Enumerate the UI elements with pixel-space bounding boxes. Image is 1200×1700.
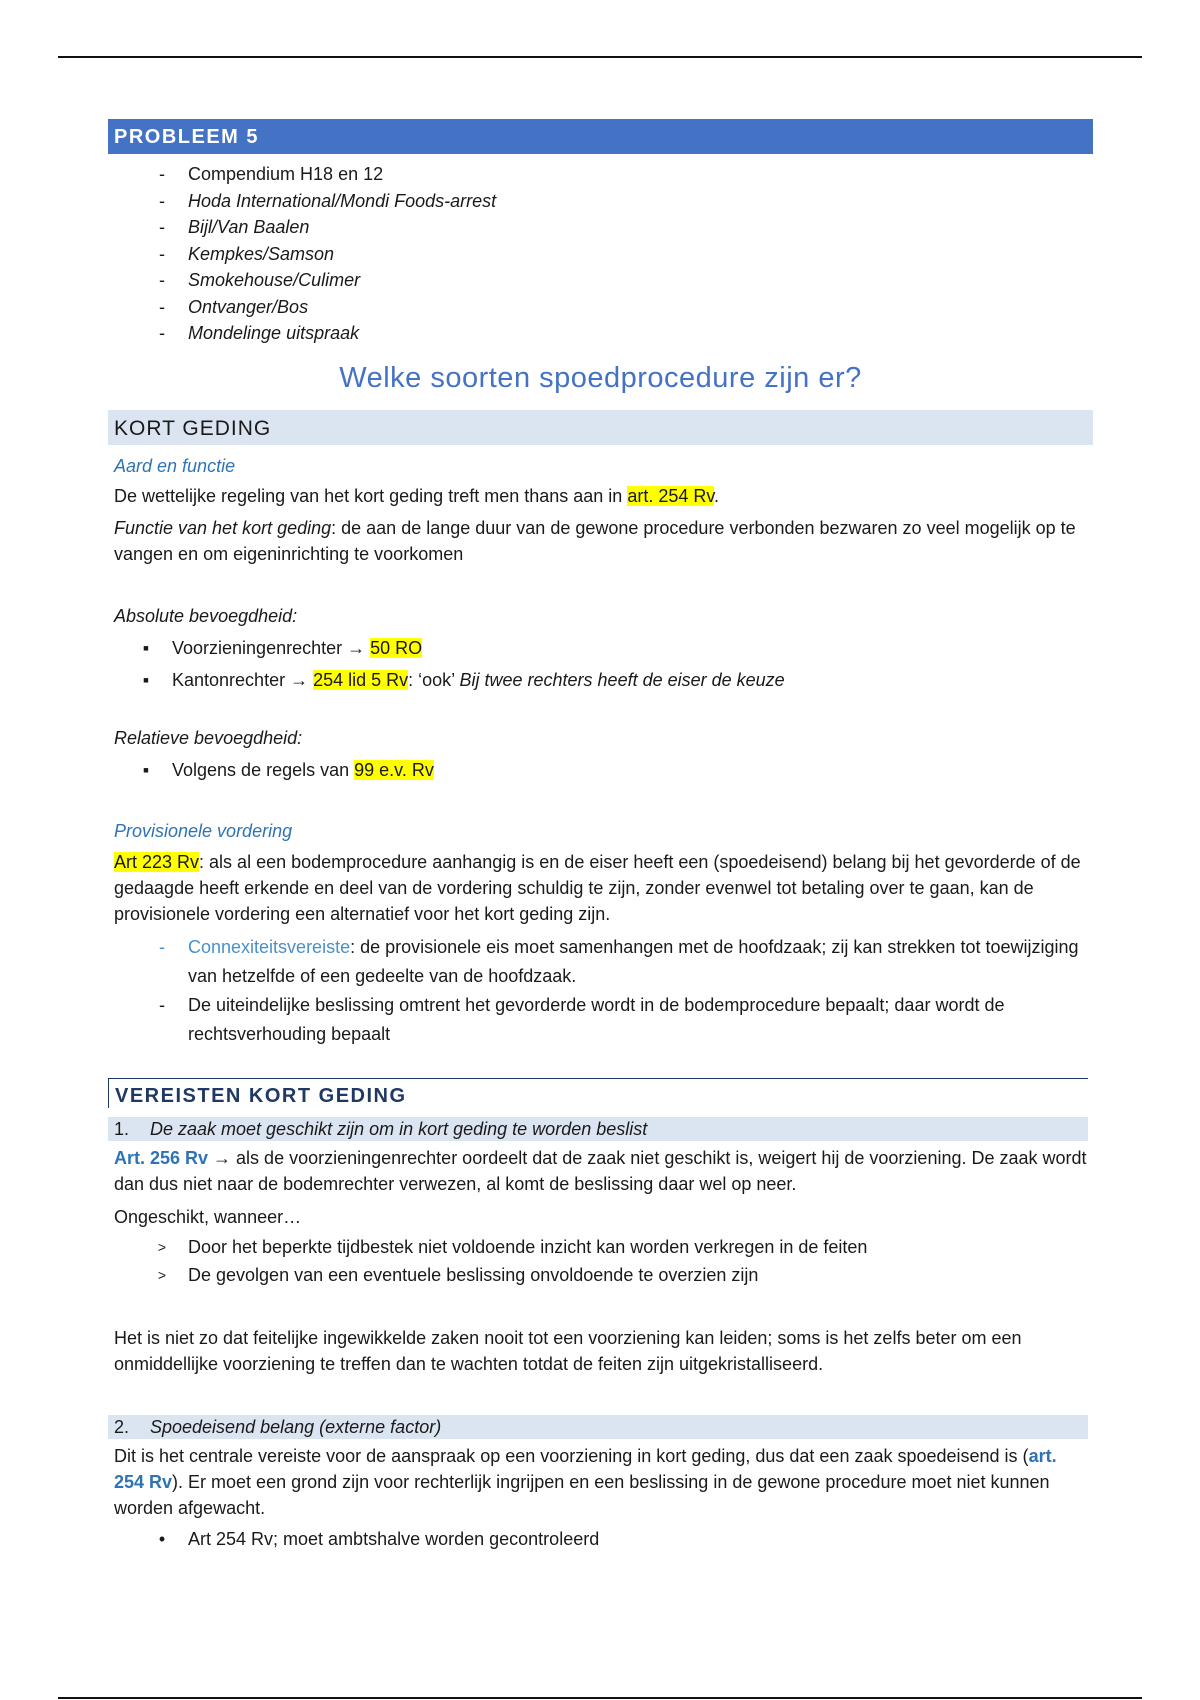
article-highlight: art. 254 Rv [627,486,715,506]
list-item: - Kempkes/Samson [152,241,496,268]
article-reference: art. 254 Rv [114,1446,1057,1492]
list-item: ▪ Voorzieningenrechter → 50 RO [136,632,785,664]
aard-subheading: Aard en functie [114,456,236,476]
list-item: - Bijl/Van Baalen [152,214,496,241]
dash-marker: - [159,995,165,1015]
dash-marker: - [159,164,165,184]
bullet-marker: • [158,1529,166,1549]
list-item: - Compendium H18 en 12 [152,161,496,188]
dash-marker: - [159,296,165,317]
square-bullet: ▪ [142,638,150,658]
square-bullet: ▪ [142,670,150,690]
list-item: - Hoda International/Mondi Foods-arrest [152,188,496,215]
list-item: - Ontvanger/Bos [152,294,496,321]
list-item: - Connexiteitsvereiste: de provisionele eis moet samenhangen met de hoofdzaak; zij kan strekken tot toewijziging van hetzelfde of een gedeelte van de hoofdzaak. [152,933,1098,991]
question-title: Welke soorten spoedprocedure zijn er? [339,362,862,394]
dash-marker: - [159,217,165,237]
req1-paragraph-1: Art. 256 Rv → als de voorzieningenrechter oordeelt dat de zaak niet geschikt is, weigert hij de voorziening. De zaak wordt dan dus niet naar de bodemrechter verwezen, al komt de beslissing daar wel op neer. [114,1148,1087,1194]
list-item: - Smokehouse/Culimer [152,267,496,294]
requirement-2-heading: 2. Spoedeisend belang (externe factor) [108,1415,1088,1439]
term-link[interactable]: Connexiteitsvereiste [188,937,351,957]
req2-list [152,1526,599,1553]
arrow-marker: > [157,1267,167,1283]
vereisten-heading: VEREISTEN KORT GEDING [108,1078,1088,1108]
square-bullet: ▪ [142,760,150,780]
article-highlight: 254 lid 5 Rv [313,670,409,690]
top-rule [58,56,1142,58]
req1-list [152,1233,1098,1289]
list-item: • Art 254 Rv; moet ambtshalve worden gecontroleerd [152,1526,599,1553]
arrow-marker: > [157,1239,167,1255]
article-highlight: 99 e.v. Rv [354,760,434,780]
article-highlight: 50 RO [370,638,423,658]
dash-marker: - [159,323,165,343]
absolute-label: Absolute bevoegdheid: [114,606,298,626]
requirement-1-heading: 1. De zaak moet geschikt zijn om in kort geding te worden beslist [108,1117,1088,1141]
bottom-rule [58,1697,1142,1699]
aard-paragraph-1: De wettelijke regeling van het kort geding treft men thans aan in art. 254 Rv. [114,486,720,506]
list-item: > De gevolgen van een eventuele beslissing onvoldoende te overzien zijn [152,1261,1098,1289]
dash-marker: - [159,190,165,211]
provisionele-subheading: Provisionele vordering [114,821,293,841]
sources-list [152,161,496,347]
list-item: ▪ Kantonrechter → 254 lid 5 Rv: ‘ook’ Bij twee rechters heeft de eiser de keuze [136,664,785,696]
req1-paragraph-2: Ongeschikt, wanneer… [114,1207,302,1227]
relatief-label: Relatieve bevoegdheid: [114,728,303,748]
list-item: - Mondelinge uitspraak [152,320,496,347]
article-reference: Art. 256 Rv [114,1148,209,1168]
dash-marker: - [159,937,165,957]
probleem-heading: PROBLEEM 5 [108,119,1093,154]
absolute-list [136,632,785,696]
req1-paragraph-3: Het is niet zo dat feitelijke ingewikkelde zaken nooit tot een voorziening kan leiden; soms is het zelfs beter om een onmiddellijke voorziening te treffen dan te wachten totdat de feiten zijn uitgekristalliseerd. [114,1328,1022,1374]
provisionele-list [152,933,1098,1049]
article-highlight: Art 223 Rv [114,852,200,872]
dash-marker: - [159,270,165,290]
list-item: - De uiteindelijke beslissing omtrent het gevorderde wordt in de bodemprocedure bepaalt; daar wordt de rechtsverhouding bepaalt [152,991,1098,1049]
kort-geding-heading: KORT GEDING [108,410,1093,445]
req2-paragraph-1: Dit is het centrale vereiste voor de aanspraak op een voorziening in kort geding, dus dat een zaak spoedeisend is (art. 254 Rv). Er moet een grond zijn voor rechterlijk ingrijpen en een beslissing in de gewone procedure moet niet kunnen worden afgewacht. [114,1446,1057,1518]
provisionele-paragraph: Art 223 Rv: als al een bodemprocedure aanhangig is en de eiser heeft een (spoedeisend) belang bij het gevorderde of de gedaagde heeft erkende en deel van de vordering schuldig te zijn, zonder evenwel tot betaling over te gaan, kan de provisionele vordering een alternatief voor het kort geding zijn. [114,852,1081,924]
relatief-list [136,754,434,786]
dash-marker: - [159,243,165,264]
list-item: ▪ Volgens de regels van 99 e.v. Rv [136,754,434,786]
aard-paragraph-2: Functie van het kort geding: de aan de lange duur van de gewone procedure verbonden bezwaren zo veel mogelijk op te vangen en om eigeninrichting te voorkomen [114,518,1076,564]
list-item: > Door het beperkte tijdbestek niet voldoende inzicht kan worden verkregen in de feiten [152,1233,1098,1261]
